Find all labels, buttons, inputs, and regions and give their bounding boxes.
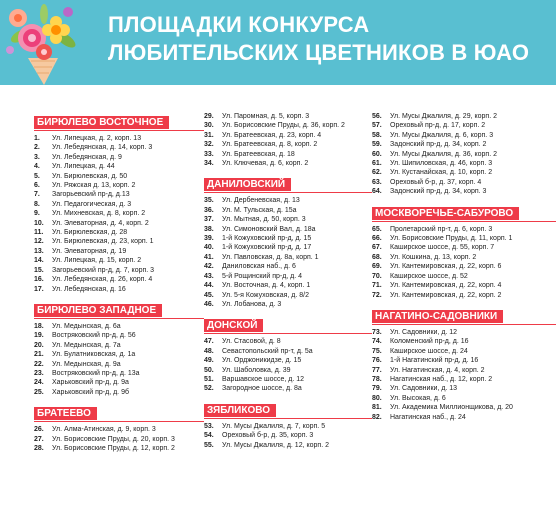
address-text: Загорьевский пр-д, д.13 [52, 191, 130, 199]
address-text: Ул. Мусы Джалиля, д. 36, корп. 2 [390, 150, 497, 158]
address-text: Ул. Лобанова, д. 3 [222, 300, 282, 308]
address-number: 19. [34, 332, 44, 340]
address-number: 17. [34, 285, 44, 293]
address-item [204, 384, 372, 393]
district-section [204, 112, 372, 168]
address-text: Востряковский пр-д, д. 13а [52, 369, 140, 377]
address-number: 10. [34, 219, 44, 227]
address-number: 15. [34, 266, 44, 274]
address-item [34, 219, 204, 228]
address-text: Нагатинская наб., д. 24 [390, 413, 466, 421]
address-item [34, 444, 204, 453]
address-text: Ул. Симоновский Вал, д. 18а [222, 225, 316, 233]
column-1 [34, 112, 204, 459]
address-item [372, 328, 556, 337]
district-title: БРАТЕЕВО [34, 407, 97, 420]
address-item [204, 441, 372, 450]
address-number: 28. [34, 444, 44, 452]
address-item [204, 243, 372, 252]
address-item [204, 131, 372, 140]
address-text: Ул. Липецкая, д. 44 [52, 163, 115, 171]
address-number: 33. [204, 150, 214, 158]
address-item [204, 196, 372, 205]
address-text: Задонский пр-д, д. 34, корп. 3 [390, 188, 487, 196]
address-text: Ул. Булатниковская, д. 1а [52, 351, 136, 359]
address-number: 27. [34, 435, 44, 443]
address-text: Ул. Мусы Джалиля, д. 6, корп. 3 [390, 131, 494, 139]
address-text: Ул. Кошкина, д. 13, корп. 2 [390, 253, 477, 261]
district-divider [34, 318, 204, 319]
address-item [372, 394, 556, 403]
address-number: 38. [204, 225, 214, 233]
address-item [34, 237, 204, 246]
district-title: НАГАТИНО-САДОВНИКИ [372, 310, 503, 323]
address-text: Ул. Кантемировская, д. 22, корп. 6 [390, 263, 502, 271]
address-number: 75. [372, 347, 382, 355]
address-number: 67. [372, 244, 382, 252]
address-number: 35. [204, 197, 214, 205]
address-item [34, 425, 204, 434]
address-text: 1-й Кожуховский пр-д, д. 15 [222, 235, 312, 243]
address-item [372, 291, 556, 300]
address-number: 24. [34, 379, 44, 387]
address-number: 26. [34, 426, 44, 434]
address-number: 68. [372, 253, 382, 261]
district-section [204, 315, 372, 393]
address-number: 14. [34, 257, 44, 265]
address-text: Ул. Мусы Джалиля, д. 12, корп. 2 [222, 441, 329, 449]
district-title: ДОНСКОЙ [204, 319, 263, 332]
address-number: 46. [204, 300, 214, 308]
address-number: 73. [372, 328, 382, 336]
address-text: Коломенский пр-д, д. 16 [390, 338, 469, 346]
district-title: ЗЯБЛИКОВО [204, 404, 276, 417]
address-text: Харьковский пр-д, д. 9б [52, 388, 129, 396]
district-divider [204, 418, 372, 419]
address-item [34, 322, 204, 331]
district-section [34, 403, 204, 453]
address-text: Ул. Липецкая, д. 15, корп. 2 [52, 257, 142, 265]
address-text: Ул. Лебедянская, д. 26, корп. 4 [52, 276, 153, 284]
address-item [34, 134, 204, 143]
district-section [372, 203, 556, 300]
address-text: Ул. Садовники, д. 13 [390, 385, 458, 393]
address-item [34, 181, 204, 190]
address-number: 52. [204, 385, 214, 393]
address-number: 76. [372, 357, 382, 365]
address-item [204, 140, 372, 149]
address-item [204, 281, 372, 290]
address-text: Ул. Борисовские Пруды, д. 12, корп. 2 [52, 444, 175, 452]
address-text: 5-й Рощинский пр-д, д. 4 [222, 272, 303, 280]
address-number: 41. [204, 253, 214, 261]
district-divider [372, 324, 556, 325]
address-number: 34. [204, 160, 214, 168]
address-item [34, 341, 204, 350]
address-number: 81. [372, 404, 382, 412]
address-number: 59. [372, 141, 382, 149]
address-item [34, 228, 204, 237]
address-text: Ул. Братеевская, д. 8, корп. 2 [222, 141, 318, 149]
address-text: Ул. Шаболовка, д. 39 [222, 366, 291, 374]
district-section [372, 306, 556, 422]
address-number: 2. [34, 144, 40, 152]
address-text: Загорьевский пр-д, д. 7, корп. 3 [52, 266, 155, 274]
address-number: 56. [372, 113, 382, 120]
address-item [204, 234, 372, 243]
address-text: Ул. Михневская, д. 8, корп. 2 [52, 210, 146, 218]
address-number: 16. [34, 276, 44, 284]
address-text: Севастопольский пр-т, д. 5а [222, 347, 313, 355]
address-number: 57. [372, 122, 382, 130]
address-text: Ул. Лебедянская, д. 16 [52, 285, 126, 293]
address-text: Ул. Восточная, д. 4, корп. 1 [222, 282, 311, 290]
address-item [372, 159, 556, 168]
address-item [372, 168, 556, 177]
flower-bouquet-icon [0, 0, 88, 85]
address-text: Ул. Элеваторная, д. 4, корп. 2 [52, 219, 149, 227]
address-item [34, 331, 204, 340]
address-number: 63. [372, 178, 382, 186]
address-number: 13. [34, 247, 44, 255]
district-divider [34, 421, 204, 422]
address-number: 65. [372, 225, 382, 233]
address-item [34, 190, 204, 199]
address-item [372, 337, 556, 346]
address-number: 42. [204, 263, 214, 271]
address-number: 11. [34, 229, 44, 237]
district-divider [204, 192, 372, 193]
address-item [204, 206, 372, 215]
address-number: 36. [204, 206, 214, 214]
address-number: 23. [34, 369, 44, 377]
district-title: ДАНИЛОВСКИЙ [204, 178, 291, 191]
address-text: Ул. Мытная, д. 50, корп. 3 [222, 216, 306, 224]
address-item [204, 253, 372, 262]
address-text: Загородное шоссе, д. 8а [222, 385, 302, 393]
address-number: 39. [204, 235, 214, 243]
address-item [372, 272, 556, 281]
district-section [204, 400, 372, 450]
address-item [372, 413, 556, 422]
address-item [372, 140, 556, 149]
address-item [204, 150, 372, 159]
address-item [34, 360, 204, 369]
address-item [204, 272, 372, 281]
address-text: Ул. Нагатинская, д. 4, корп. 2 [390, 366, 485, 374]
address-text: Ул. Академика Миллионщикова, д. 20 [390, 404, 513, 412]
address-text: Каширское шоссе, д. 24 [390, 347, 468, 355]
address-number: 45. [204, 291, 214, 299]
address-item [34, 388, 204, 397]
district-title: МОСКВОРЕЧЬЕ-САБУРОВО [372, 207, 519, 220]
address-item [34, 200, 204, 209]
address-number: 32. [204, 141, 214, 149]
address-item [204, 121, 372, 130]
address-number: 77. [372, 366, 382, 374]
address-text: Ул. Ключевая, д. 6, корп. 2 [222, 160, 309, 168]
column-3 [372, 112, 556, 428]
address-number: 70. [372, 272, 382, 280]
address-text: Ул. Братеевская, д. 23, корп. 4 [222, 131, 322, 139]
address-number: 21. [34, 351, 44, 359]
address-item [204, 431, 372, 440]
address-text: Ул. Стасовой, д. 8 [222, 338, 281, 346]
address-item [34, 369, 204, 378]
address-item [372, 187, 556, 196]
address-number: 66. [372, 235, 382, 243]
address-text: Ул. Орджоникидзе, д. 15 [222, 357, 302, 365]
address-item [372, 347, 556, 356]
district-title: БИРЮЛЕВО ЗАПАДНОЕ [34, 304, 162, 317]
address-text: Ореховый пр-д, д. 17, корп. 2 [390, 122, 486, 130]
address-item [372, 403, 556, 412]
address-number: 6. [34, 182, 40, 190]
address-number: 20. [34, 341, 44, 349]
address-item [372, 253, 556, 262]
address-item [204, 337, 372, 346]
address-text: Ул. Кантемировская, д. 22, корп. 4 [390, 282, 502, 290]
address-item [34, 350, 204, 359]
address-item [372, 356, 556, 365]
column-2 [204, 112, 372, 456]
address-item [34, 143, 204, 152]
address-item [372, 234, 556, 243]
address-text: Каширское шоссе, д. 55, корп. 7 [390, 244, 495, 252]
address-item [372, 262, 556, 271]
address-item [204, 159, 372, 168]
address-item [372, 375, 556, 384]
address-text: Ул. Садовники, д. 12 [390, 328, 458, 336]
address-number: 4. [34, 163, 40, 171]
address-text: Ул. Дербеневская, д. 13 [222, 197, 300, 205]
address-text: Ул. Медынская, д. 9а [52, 360, 121, 368]
address-item [34, 266, 204, 275]
district-title: БИРЮЛЕВО ВОСТОЧНОЕ [34, 116, 169, 129]
address-text: Ул. Борисовские Пруды, д. 11, корп. 1 [390, 235, 513, 243]
address-item [34, 285, 204, 294]
address-text: Ул. М. Тульская, д. 15а [222, 206, 297, 214]
address-number: 7. [34, 191, 40, 199]
address-item [204, 291, 372, 300]
address-number: 48. [204, 347, 214, 355]
address-number: 31. [204, 131, 214, 139]
address-item [204, 215, 372, 224]
address-number: 64. [372, 188, 382, 196]
address-number: 54. [204, 432, 214, 440]
address-text: Ул. Лебедянская, д. 14, корп. 3 [52, 144, 153, 152]
address-item [372, 131, 556, 140]
address-text: Даниловская наб., д. 6 [222, 263, 296, 271]
address-item [372, 150, 556, 159]
address-text: Ул. Высокая, д. 6 [390, 394, 446, 402]
address-item [34, 172, 204, 181]
address-number: 60. [372, 150, 382, 158]
address-number: 74. [372, 338, 382, 346]
address-text: Ул. Борисовские Пруды, д. 20, корп. 3 [52, 435, 175, 443]
address-text: Ул. 5-я Кожуховская, д. 8/2 [222, 291, 310, 299]
address-number: 40. [204, 244, 214, 252]
address-text: Пролетарский пр-т, д. 6, корп. 3 [390, 225, 493, 233]
address-text: Ул. Липецкая, д. 2, корп. 13 [52, 135, 142, 142]
address-text: Ул. Медынская, д. 7а [52, 341, 121, 349]
address-number: 22. [34, 360, 44, 368]
address-number: 5. [34, 172, 40, 180]
address-number: 55. [204, 441, 214, 449]
address-number: 37. [204, 216, 214, 224]
district-section [34, 300, 204, 397]
address-text: Ул. Мусы Джалиля, д. 7, корп. 5 [222, 422, 326, 430]
address-text: Ул. Бирюлевская, д. 28 [52, 229, 128, 237]
address-text: Ул. Алма-Атинская, д. 9, корп. 3 [52, 426, 156, 434]
address-text: Ул. Кантемировская, д. 22, корп. 2 [390, 291, 502, 299]
title-line-2: ЛЮБИТЕЛЬСКИХ ЦВЕТНИКОВ В ЮАО [108, 40, 530, 65]
address-item [204, 375, 372, 384]
address-item [34, 153, 204, 162]
address-text: Ул. Братеевская, д. 18 [222, 150, 295, 158]
address-text: Харьковский пр-д, д. 9а [52, 379, 129, 387]
address-text: Варшавское шоссе, д. 12 [222, 375, 305, 383]
address-number: 43. [204, 272, 214, 280]
address-text: Ул. Элеваторная, д. 19 [52, 247, 127, 255]
address-item [204, 262, 372, 271]
address-item [372, 178, 556, 187]
address-text: Ул. Борисовские Пруды, д. 36, корп. 2 [222, 122, 345, 130]
address-number: 53. [204, 422, 214, 430]
address-text: Ул. Паромная, д. 5, корп. 3 [222, 113, 310, 120]
address-number: 29. [204, 113, 214, 120]
address-number: 12. [34, 238, 44, 246]
address-number: 18. [34, 322, 44, 330]
district-divider [372, 221, 556, 222]
address-number: 78. [372, 375, 382, 383]
address-item [204, 366, 372, 375]
address-item [372, 121, 556, 130]
address-item [372, 243, 556, 252]
address-number: 51. [204, 375, 214, 383]
address-item [204, 300, 372, 309]
address-item [34, 256, 204, 265]
address-item [372, 384, 556, 393]
address-text: Ул. Шипиловская, д. 46, корп. 3 [390, 160, 493, 168]
address-text: 1-й Нагатинский пр-д, д. 16 [390, 357, 479, 365]
address-item [372, 281, 556, 290]
address-number: 61. [372, 160, 382, 168]
address-text: Ореховый б-р, д. 37, корп. 4 [390, 178, 482, 186]
address-number: 30. [204, 122, 214, 130]
address-number: 72. [372, 291, 382, 299]
address-number: 49. [204, 357, 214, 365]
address-text: Ул. Медынская, д. 6а [52, 322, 121, 330]
page-title [108, 11, 548, 67]
address-item [372, 112, 556, 121]
address-text: Ул. Бирюлевская, д. 23, корп. 1 [52, 238, 154, 246]
address-number: 82. [372, 413, 382, 421]
address-number: 8. [34, 200, 40, 208]
address-item [204, 422, 372, 431]
district-divider [204, 333, 372, 334]
address-text: Ул. Педагогическая, д. 3 [52, 200, 132, 208]
address-text: Ул. Павловская, д. 8а, корп. 1 [222, 253, 319, 261]
address-item [204, 225, 372, 234]
address-item [372, 225, 556, 234]
address-text: Ул. Лебедянская, д. 9 [52, 153, 122, 161]
address-number: 69. [372, 263, 382, 271]
district-section [204, 174, 372, 309]
address-number: 9. [34, 210, 40, 218]
address-text: Ул. Ряжская д. 13, корп. 2 [52, 182, 136, 190]
address-text: Ул. Мусы Джалиля, д. 29, корп. 2 [390, 113, 497, 120]
address-item [34, 247, 204, 256]
address-number: 3. [34, 153, 40, 161]
address-text: Нагатинская наб., д. 12, корп. 2 [390, 375, 493, 383]
address-item [372, 366, 556, 375]
address-text: Ул. Кустанайская, д. 10, корп. 2 [390, 169, 493, 177]
address-text: Каширское шоссе, д. 52 [390, 272, 468, 280]
address-text: Ул. Бирюлевская, д. 50 [52, 172, 128, 180]
address-number: 58. [372, 131, 382, 139]
district-section [372, 112, 556, 197]
address-item [34, 275, 204, 284]
address-number: 71. [372, 282, 382, 290]
address-item [34, 162, 204, 171]
address-text: Востряковский пр-д, д. 56 [52, 332, 136, 340]
address-text: Задонский пр-д, д. 34, корп. 2 [390, 141, 487, 149]
address-number: 50. [204, 366, 214, 374]
district-divider [34, 130, 204, 131]
address-number: 62. [372, 169, 382, 177]
district-section [34, 112, 204, 294]
address-number: 1. [34, 135, 40, 142]
address-number: 44. [204, 282, 214, 290]
address-item [34, 378, 204, 387]
address-item [204, 347, 372, 356]
address-item [34, 209, 204, 218]
address-item [204, 112, 372, 121]
address-number: 79. [372, 385, 382, 393]
address-number: 25. [34, 388, 44, 396]
title-line-1: ПЛОЩАДКИ КОНКУРСА [108, 12, 370, 37]
address-number: 47. [204, 338, 214, 346]
address-item [204, 356, 372, 365]
page-header [0, 0, 556, 85]
address-number: 80. [372, 394, 382, 402]
address-text: 1-й Кожуховский пр-д, д. 17 [222, 244, 312, 252]
address-item [34, 435, 204, 444]
address-text: Ореховый б-р, д. 35, корп. 3 [222, 432, 314, 440]
